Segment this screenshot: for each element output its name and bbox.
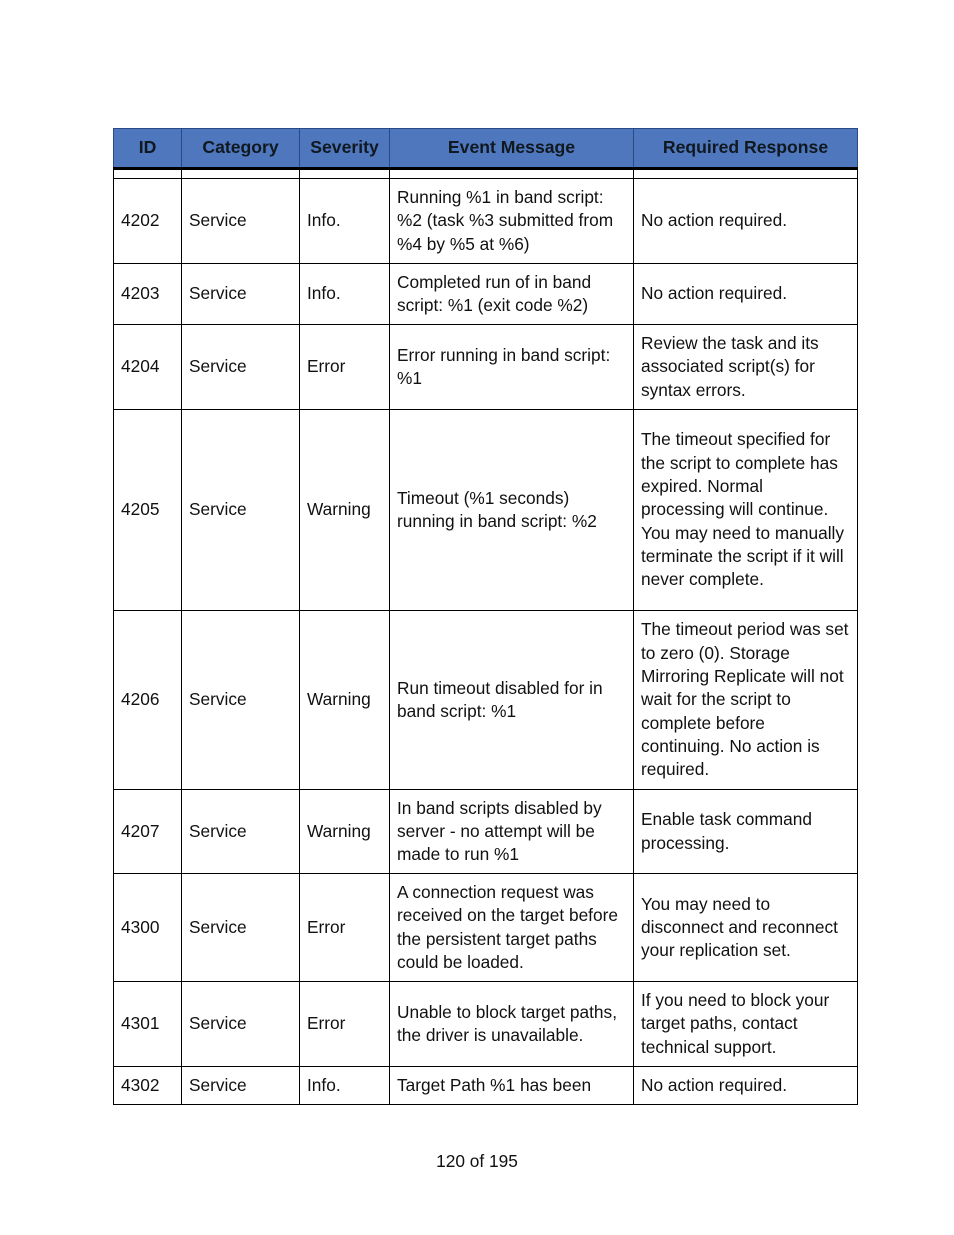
cell-category: Service xyxy=(182,790,300,874)
cell-message: In band scripts disabled by server - no attempt will be made to run %1 xyxy=(390,790,634,874)
cell-id: 4300 xyxy=(114,874,182,982)
cell-severity: Error xyxy=(300,982,390,1067)
table-row xyxy=(114,790,858,874)
cell-response: Enable task command processing. xyxy=(634,790,858,874)
table-row xyxy=(114,179,858,264)
cell-message: Running %1 in band script: %2 (task %3 submitted from %4 by %5 at %6) xyxy=(390,179,634,264)
cell-severity: Info. xyxy=(300,1067,390,1105)
cell-id: 4204 xyxy=(114,325,182,410)
cell-message: Timeout (%1 seconds) running in band script: %2 xyxy=(390,410,634,611)
cell-severity: Error xyxy=(300,874,390,982)
cell-severity: Info. xyxy=(300,264,390,325)
cell-category: Service xyxy=(182,874,300,982)
cell-id: 4207 xyxy=(114,790,182,874)
table-row xyxy=(114,410,858,611)
cell-category: Service xyxy=(182,982,300,1067)
cell-response: No action required. xyxy=(634,264,858,325)
spacer-row xyxy=(114,169,858,179)
table-row xyxy=(114,264,858,325)
table-row xyxy=(114,982,858,1067)
cell-response: No action required. xyxy=(634,1067,858,1105)
cell-response: Review the task and its associated script(s) for syntax errors. xyxy=(634,325,858,410)
cell-id: 4205 xyxy=(114,410,182,611)
header-event-message: Event Message xyxy=(390,129,634,169)
cell-message: Target Path %1 has been xyxy=(390,1067,634,1105)
cell-category: Service xyxy=(182,611,300,790)
cell-id: 4301 xyxy=(114,982,182,1067)
page-number: 120 of 195 xyxy=(436,1151,518,1171)
cell-severity: Warning xyxy=(300,790,390,874)
header-severity: Severity xyxy=(300,129,390,169)
cell-response: You may need to disconnect and reconnect your replication set. xyxy=(634,874,858,982)
header-required-response: Required Response xyxy=(634,129,858,169)
cell-message: Error running in band script: %1 xyxy=(390,325,634,410)
event-table xyxy=(113,128,858,1105)
cell-message: A connection request was received on the target before the persistent target paths could be loaded. xyxy=(390,874,634,982)
cell-message: Completed run of in band script: %1 (exit code %2) xyxy=(390,264,634,325)
cell-category: Service xyxy=(182,1067,300,1105)
cell-id: 4302 xyxy=(114,1067,182,1105)
cell-response: No action required. xyxy=(634,179,858,264)
table-row xyxy=(114,611,858,790)
table-row xyxy=(114,874,858,982)
cell-severity: Warning xyxy=(300,410,390,611)
header-category: Category xyxy=(182,129,300,169)
table-header-row xyxy=(114,129,858,169)
cell-category: Service xyxy=(182,179,300,264)
cell-id: 4203 xyxy=(114,264,182,325)
cell-category: Service xyxy=(182,264,300,325)
cell-severity: Warning xyxy=(300,611,390,790)
cell-category: Service xyxy=(182,410,300,611)
cell-message: Run timeout disabled for in band script: %1 xyxy=(390,611,634,790)
cell-severity: Error xyxy=(300,325,390,410)
cell-id: 4206 xyxy=(114,611,182,790)
table-row xyxy=(114,325,858,410)
cell-response: The timeout specified for the script to complete has expired. Normal processing will continue. You may need to manually terminate the script if it will never complete. xyxy=(634,410,858,611)
header-id: ID xyxy=(114,129,182,169)
cell-severity: Info. xyxy=(300,179,390,264)
cell-response: The timeout period was set to zero (0). Storage Mirroring Replicate will not wait for the script to complete before continuing. No action is required. xyxy=(634,611,858,790)
cell-response: If you need to block your target paths, contact technical support. xyxy=(634,982,858,1067)
cell-category: Service xyxy=(182,325,300,410)
cell-message: Unable to block target paths, the driver is unavailable. xyxy=(390,982,634,1067)
table-row xyxy=(114,1067,858,1105)
cell-id: 4202 xyxy=(114,179,182,264)
